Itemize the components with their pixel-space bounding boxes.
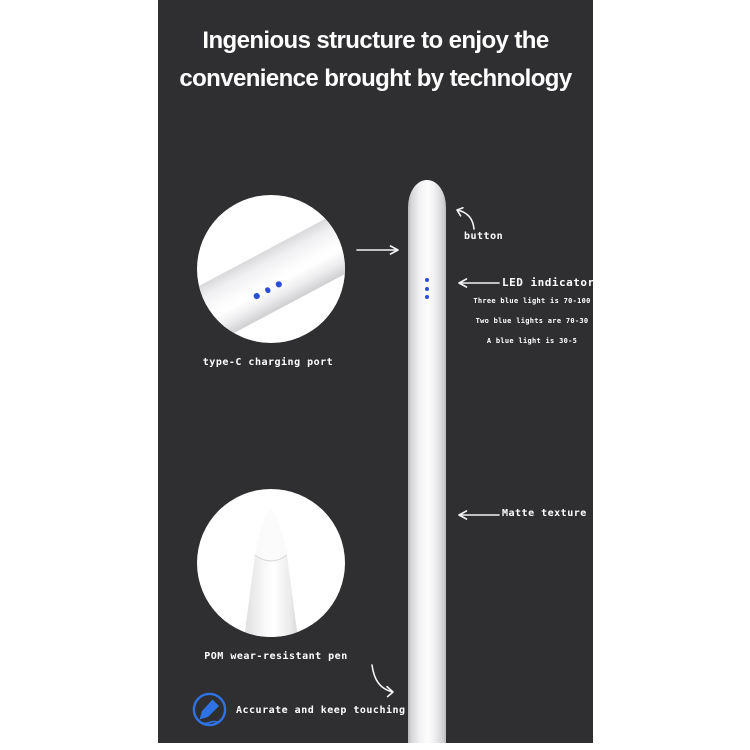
- stylus-pen: [408, 180, 446, 743]
- pen-led-dots: [424, 278, 430, 304]
- led-dot: [425, 278, 429, 282]
- zoom-pen-segment: [197, 198, 345, 343]
- led-dot: [253, 292, 260, 299]
- led-dot: [425, 287, 429, 291]
- pencil-icon: [191, 691, 228, 728]
- led-indicator-arrow-icon: [454, 277, 500, 289]
- led-level-line: A blue light is 30-5: [486, 337, 578, 345]
- title-line-2: convenience brought by technology: [179, 65, 572, 92]
- accurate-touch-label: Accurate and keep touching: [236, 705, 406, 716]
- pen-bottom-curved-arrow-icon: [364, 662, 398, 700]
- pen-tip-zoom-circle: [197, 489, 345, 637]
- led-level-lines: [458, 291, 606, 351]
- button-curved-arrow-icon: [452, 205, 478, 231]
- led-dot: [425, 295, 429, 299]
- typec-port-label: type-C charging port: [202, 357, 334, 368]
- matte-texture-label: Matte texture: [502, 508, 587, 519]
- page-title: [158, 22, 593, 98]
- title-line-1: Ingenious structure to enjoy the: [202, 27, 549, 54]
- matte-texture-arrow-icon: [454, 509, 500, 521]
- led-dot: [264, 286, 271, 293]
- button-label: button: [464, 231, 504, 242]
- dark-panel: [158, 0, 593, 743]
- zoom-led-dots: [253, 280, 283, 299]
- pom-pen-label: POM wear-resistant pen: [204, 651, 348, 662]
- pen-tip-illustration: [197, 489, 345, 637]
- led-level-line: Two blue lights are 70-30: [475, 317, 589, 325]
- led-level-line: Three blue light is 70-100: [473, 297, 591, 305]
- pointer-arrow-right-icon: [356, 244, 404, 256]
- typec-zoom-circle: [197, 195, 345, 343]
- led-dot: [275, 280, 282, 287]
- led-indicator-label: LED indicator: [502, 276, 595, 289]
